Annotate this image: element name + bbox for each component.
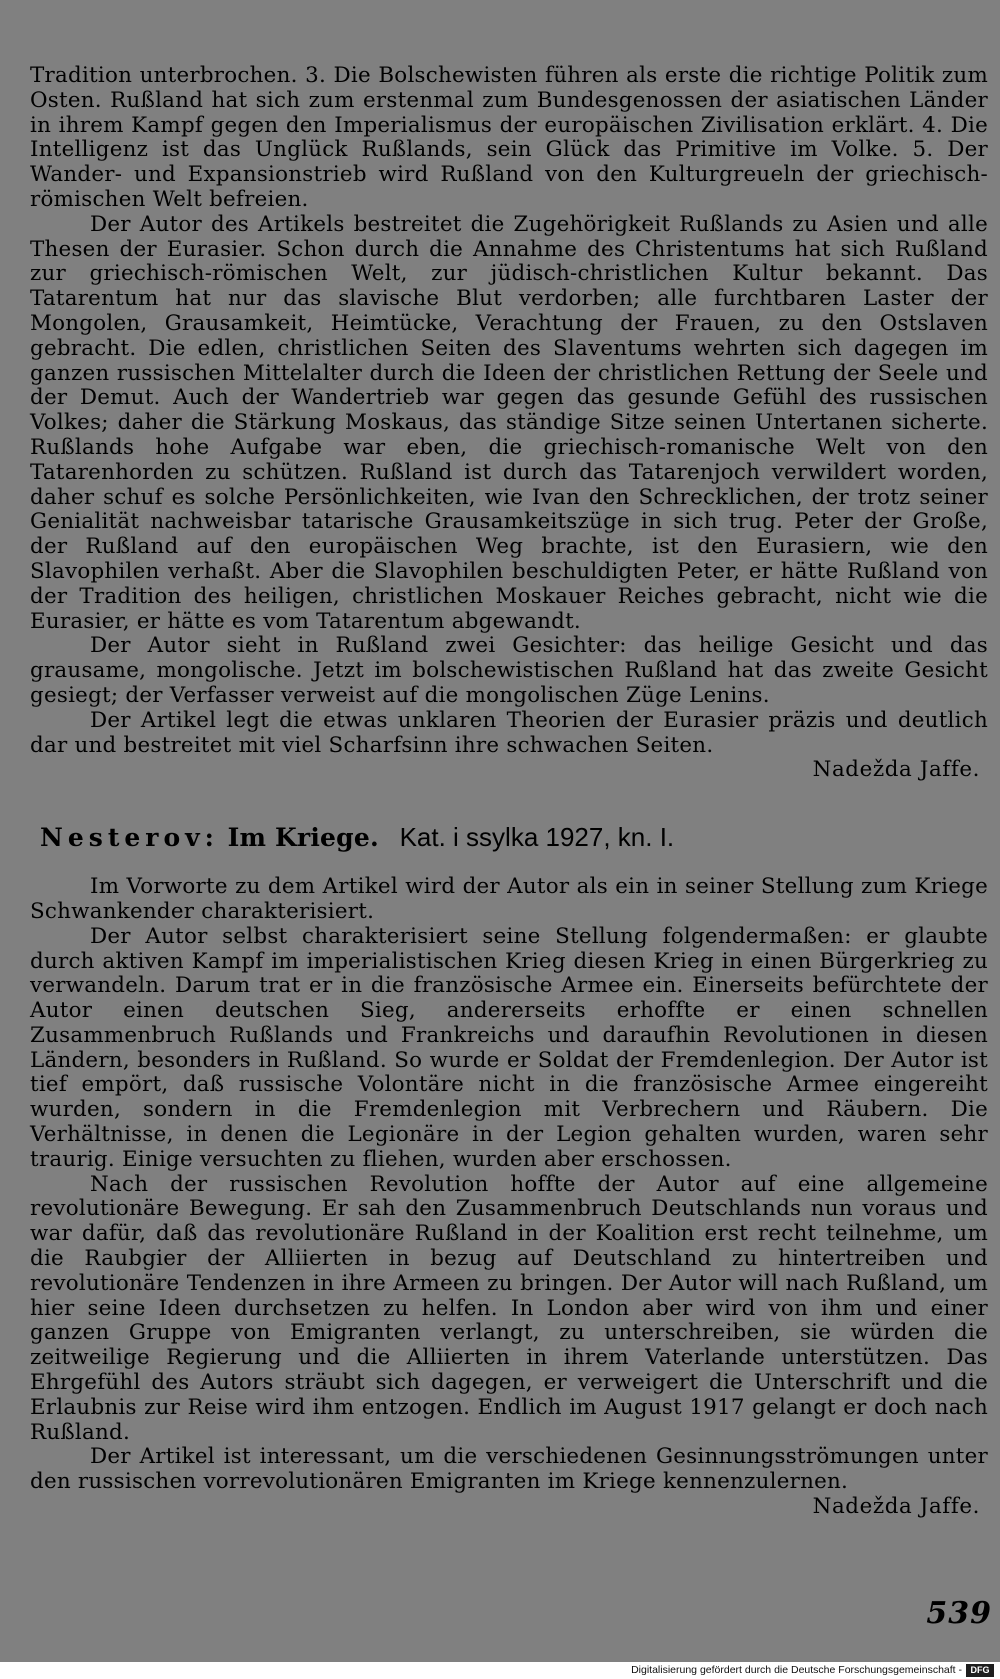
digitization-footer bbox=[0, 1662, 1000, 1679]
review-signature: Nadežda Jaffe. bbox=[812, 1494, 980, 1520]
review-title: Im Kriege. bbox=[227, 823, 379, 853]
paragraph: Der Artikel ist interessant, um die verschiedenen Gesinnungsströmungen unter den russischen vorrevolutionären Emigranten im Kriege kennenzulernen. bbox=[30, 1444, 988, 1495]
page-number: 539 bbox=[926, 1596, 992, 1631]
paragraph: Nach der russischen Revolution hoffte der Autor auf eine allgemeine revolutionäre Bewegung. Er sah den Zusammenbruch Deutschlands nun voraus und war dafür, daß das revolutionäre Rußland in der Koalition erst recht teilnehme, um die Raubgier der Alliierten in bezug auf Deutschland zu hintertreiben und revolutionäre Tendenzen in ihre Armeen zu bringen. Der Autor will nach Rußland, um hier seine Ideen durchsetzen zu helfen. In London aber wird von ihm und einer ganzen Gruppe von Emigranten verlangt, zu unterschreiben, sie würden die zeitweilige Regierung und die Alliierten in ihrem Vaterlande unterstützen. Das Ehrgefühl des Autors sträubt sich dagegen, er verweigert die Unterschrift und die Erlaubnis zur Reise wird ihm entzogen. Endlich im August 1917 gelangt er doch nach Rußland. bbox=[30, 1171, 988, 1445]
dfg-logo: DFG bbox=[966, 1664, 994, 1677]
review-source: Kat. i ssylka 1927, kn. I. bbox=[399, 822, 675, 853]
text-column bbox=[30, 64, 988, 1520]
paragraph: Im Vorworte zu dem Artikel wird der Autor als ein in seiner Stellung zum Kriege Schwankender charakterisiert. bbox=[30, 874, 988, 924]
paragraph-continuation: Tradition unterbrochen. 3. Die Bolschewisten führen als erste die richtige Politik zum Osten. Rußland hat sich zum erstenmal zum Bundesgenossen der asiatischen Länder in ihrem Kampf gegen den Imperialismus der europäischen Zivilisation erklärt. 4. Die Intelligenz ist das Unglück Rußlands, sein Glück das Primitive im Volke. 5. Der Wander- und Expansionstrieb wird Rußland von den Kulturgreueln der griechisch-römischen Welt befreien. bbox=[30, 63, 988, 212]
footer-credit-text: Digitalisierung gefördert durch die Deutsche Forschungsgemeinschaft - bbox=[631, 1664, 962, 1676]
paragraph: Der Autor selbst charakterisiert seine Stellung folgendermaßen: er glaubte durch aktiven Kampf im imperialistischen Krieg diesen Krieg in einen Bürgerkrieg zu verwandeln. Darum trat er in die französische Armee ein. Einerseits befürchtete der Autor einen deutschen Sieg, andererseits erhoffte er einen schnellen Zusammenbruch Rußlands und Frankreichs und daraufhin Revolutionen in diesen Ländern, besonders in Rußland. So wurde er Soldat der Fremdenlegion. Der Autor ist tief empört, daß russische Volontäre nicht in die französische Armee eingereiht wurden, sondern in die Fremdenlegion mit Verbrechern und Räubern. Die Verhältnisse, in denen die Legionäre in der Legion gehalten wurden, waren sehr traurig. Einige versuchten zu fliehen, wurden aber erschossen. bbox=[30, 923, 988, 1172]
review-signature: Nadežda Jaffe. bbox=[812, 757, 980, 783]
paragraph: Der Autor des Artikels bestreitet die Zugehörigkeit Rußlands zu Asien und alle Thesen der Eurasier. Schon durch die Annahme des Christentums hat sich Rußland zur griechisch-römischen Welt, zur jüdisch-christlichen Kultur bekannt. Das Tatarentum hat nur das slavische Blut verdorben; alle furchtbaren Laster der Mongolen, Grausamkeit, Heimtücke, Verachtung der Frauen, zu den Ostslaven gebracht. Die edlen, christlichen Seiten des Slaventums wehrten sich dagegen im ganzen russischen Mittelalter durch die Ideen der christlichen Rettung der Seele und der Demut. Auch der Wandertrieb war gegen das gesunde Gefühl des russischen Volkes; daher die Stärkung Moskaus, das ständige Sitze seinen Untertanen sicherte. Rußlands hohe Aufgabe war eben, die griechisch-romanische Welt von den Tatarenhorden zu schützen. Rußland ist durch das Tatarenjoch verwildert worden, daher schuf es solche Persönlichkeiten, wie Ivan den Schrecklichen, der trotz seiner Genialität nachweisbar tatarische Grausamkeitszüge in sich trug. Peter der Große, der Rußland auf den europäischen Weg brachte, ist den Eurasiern, wie den Slavophilen verhaßt. Aber die Slavophilen beschuldigten Peter, er hätte Rußland von der Tradition des heiligen, christlichen Moskauer Reiches gebracht, nicht wie die Eurasier, er hätte es vom Tatarentum abgewandt. bbox=[30, 211, 988, 634]
review-heading bbox=[40, 822, 988, 853]
paragraph: Der Autor sieht in Rußland zwei Gesichter: das heilige Gesicht und das grausame, mongolische. Jetzt im bolschewistischen Rußland hat das zweite Gesicht gesiegt; der Verfasser verweist auf die mongolischen Züge Lenins. bbox=[30, 633, 988, 708]
review-author: Nesterov: bbox=[40, 823, 219, 853]
paragraph: Der Artikel legt die etwas unklaren Theorien der Eurasier präzis und deutlich dar und bestreitet mit viel Scharfsinn ihre schwachen Seiten. bbox=[30, 707, 988, 758]
